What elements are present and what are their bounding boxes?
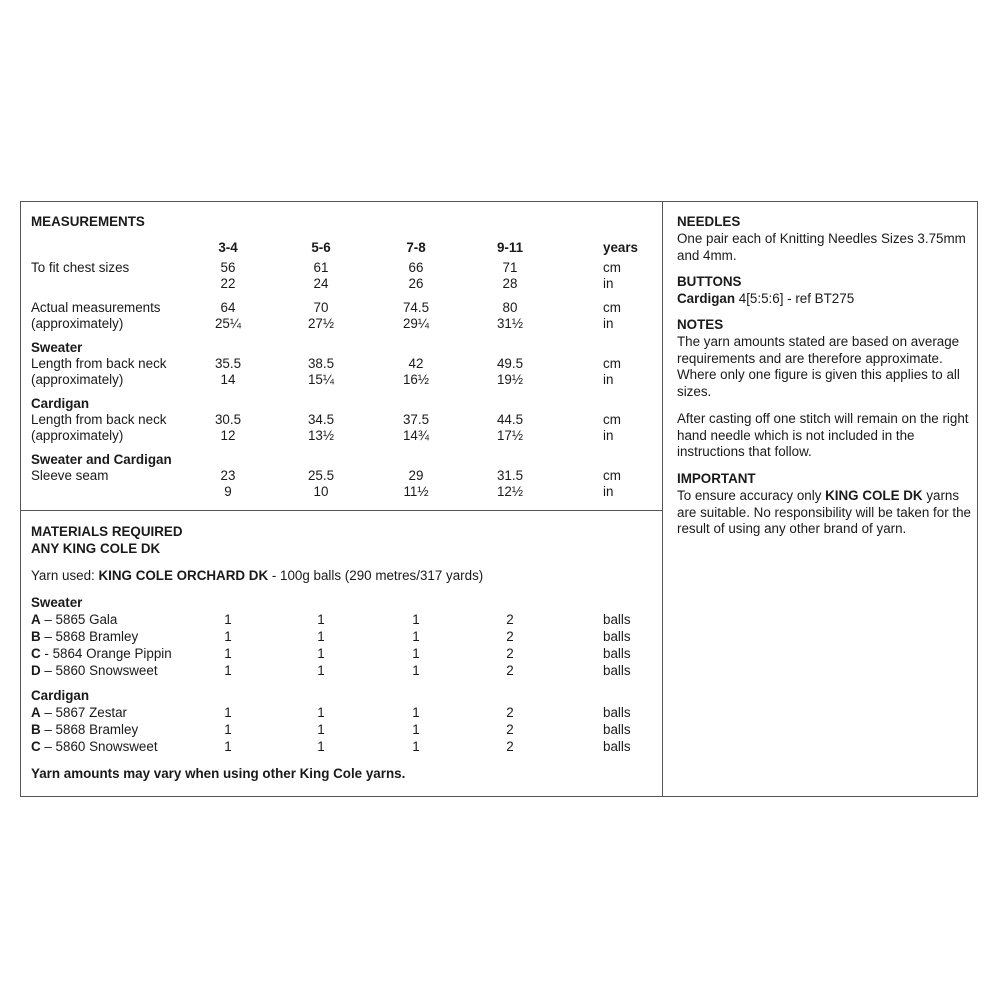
yarn-quantity: 1 <box>317 629 325 644</box>
chest-cm: 61 <box>313 260 329 275</box>
unit-cm: cm <box>603 300 621 315</box>
yarn-letter: C <box>31 739 41 754</box>
sleeve-in: 12½ <box>496 484 524 499</box>
column-divider <box>662 201 663 797</box>
sleeve-label: Sleeve seam <box>31 468 109 483</box>
yarn-shade-label <box>31 663 158 679</box>
yarn-quantity: 1 <box>224 663 232 678</box>
sweater-in: 15¼ <box>307 372 335 387</box>
unit-in: in <box>603 372 614 387</box>
size-header: 9-11 <box>496 240 524 255</box>
actual-label: Actual measurements <box>31 300 161 315</box>
yarn-shade: – 5868 Bramley <box>40 629 139 644</box>
size-header: 7-8 <box>406 240 426 255</box>
sweater-cm: 42 <box>408 356 424 371</box>
unit-in: in <box>603 484 614 499</box>
size-header: 5-6 <box>311 240 331 255</box>
unit-cm: cm <box>603 260 621 275</box>
important-text <box>677 488 975 538</box>
sweater-in: 14 <box>220 372 236 387</box>
cardigan-length-label: Length from back neck <box>31 412 167 427</box>
chest-in: 28 <box>502 276 518 291</box>
notes-heading: NOTES <box>677 317 724 332</box>
yarn-shade: – 5860 Snowsweet <box>40 739 158 754</box>
sleeve-cm: 29 <box>408 468 424 483</box>
chest-cm: 56 <box>220 260 236 275</box>
yarn-quantity: 1 <box>317 646 325 661</box>
yarn-used-prefix: Yarn used: <box>31 568 99 583</box>
actual-label-approx: (approximately) <box>31 316 124 331</box>
materials-cardigan-heading: Cardigan <box>31 688 90 703</box>
unit-cm: cm <box>603 356 621 371</box>
actual-cm: 64 <box>220 300 236 315</box>
yarn-letter: D <box>31 663 41 678</box>
buttons-detail: 4[5:5:6] - ref BT275 <box>735 291 855 306</box>
yarn-letter: C <box>31 646 41 661</box>
yarn-quantity: 1 <box>224 629 232 644</box>
important-brand: KING COLE DK <box>825 488 923 503</box>
sweater-in: 19½ <box>496 372 524 387</box>
actual-in: 31½ <box>496 316 524 331</box>
yarn-quantity: 1 <box>224 705 232 720</box>
sleeve-cm: 31.5 <box>496 468 524 483</box>
measurements-heading: MEASUREMENTS <box>31 214 145 229</box>
sweater-cm: 38.5 <box>307 356 335 371</box>
unit-in: in <box>603 276 614 291</box>
sleeve-cm: 23 <box>220 468 236 483</box>
sweater-length-label: Length from back neck <box>31 356 167 371</box>
yarn-letter: A <box>31 705 41 720</box>
actual-cm: 80 <box>502 300 518 315</box>
sleeve-in: 11½ <box>403 484 429 499</box>
yarn-shade: – 5865 Gala <box>40 612 118 627</box>
chest-in: 26 <box>408 276 424 291</box>
actual-in: 29¼ <box>402 316 430 331</box>
yarn-quantity: 2 <box>506 629 514 644</box>
materials-heading: MATERIALS REQUIRED <box>31 524 183 539</box>
unit-in: in <box>603 316 614 331</box>
yarn-quantity: 2 <box>506 663 514 678</box>
yarn-shade: – 5867 Zestar <box>40 705 128 720</box>
sleeve-cm: 25.5 <box>307 468 335 483</box>
section-divider <box>20 510 662 511</box>
yarn-unit: balls <box>603 739 631 754</box>
chest-label: To fit chest sizes <box>31 260 130 275</box>
sleeve-in: 9 <box>224 484 232 499</box>
yarn-quantity: 1 <box>224 612 232 627</box>
cardigan-cm: 37.5 <box>402 412 430 427</box>
notes-paragraph-1: The yarn amounts stated are based on average requirements and are therefore approximate. Where only one figure is given this applies to all sizes. <box>677 334 960 399</box>
yarn-shade-label <box>31 612 117 628</box>
yarn-quantity: 1 <box>317 739 325 754</box>
yarn-quantity: 1 <box>412 739 420 754</box>
cardigan-length-approx: (approximately) <box>31 428 124 443</box>
yarn-letter: B <box>31 629 41 644</box>
chest-in: 22 <box>220 276 236 291</box>
sizes-unit: years <box>603 240 639 255</box>
yarn-quantity: 1 <box>224 646 232 661</box>
yarn-letter: B <box>31 722 41 737</box>
actual-in: 27½ <box>307 316 335 331</box>
yarn-quantity: 2 <box>506 612 514 627</box>
sweater-cm: 49.5 <box>496 356 524 371</box>
yarn-quantity: 1 <box>412 705 420 720</box>
yarn-quantity: 1 <box>412 722 420 737</box>
actual-cm: 70 <box>313 300 329 315</box>
buttons-label: Cardigan <box>677 291 736 306</box>
yarn-quantity: 1 <box>412 612 420 627</box>
yarn-quantity: 1 <box>317 663 325 678</box>
yarn-unit: balls <box>603 663 631 678</box>
cardigan-cm: 34.5 <box>307 412 335 427</box>
yarn-unit: balls <box>603 722 631 737</box>
yarn-shade-label <box>31 629 138 645</box>
sleeve-heading: Sweater and Cardigan <box>31 452 172 467</box>
yarn-quantity: 1 <box>317 722 325 737</box>
yarn-unit: balls <box>603 629 631 644</box>
cardigan-cm: 44.5 <box>496 412 524 427</box>
cardigan-in: 14¾ <box>402 428 430 443</box>
needles-text: One pair each of Knitting Needles Sizes 3.75mm and 4mm. <box>677 231 966 263</box>
yarn-shade: - 5864 Orange Pippin <box>40 646 172 661</box>
yarn-unit: balls <box>603 705 631 720</box>
yarn-shade: – 5868 Bramley <box>40 722 139 737</box>
yarn-quantity: 1 <box>317 612 325 627</box>
yarn-quantity: 2 <box>506 646 514 661</box>
important-pre: To ensure accuracy only <box>677 488 826 503</box>
sleeve-in: 10 <box>313 484 329 499</box>
unit-cm: cm <box>603 468 621 483</box>
size-header: 3-4 <box>218 240 238 255</box>
important-post: yarns are suitable. No responsibility will be taken for the result of using any other brand of yarn. <box>677 488 971 536</box>
yarn-quantity: 1 <box>317 705 325 720</box>
actual-in: 25¼ <box>214 316 242 331</box>
needles-heading: NEEDLES <box>677 214 741 229</box>
yarn-name: KING COLE ORCHARD DK <box>98 568 269 583</box>
actual-cm: 74.5 <box>402 300 430 315</box>
sweater-length-approx: (approximately) <box>31 372 124 387</box>
yarn-quantity: 1 <box>412 646 420 661</box>
yarn-unit: balls <box>603 612 631 627</box>
yarn-quantity: 2 <box>506 739 514 754</box>
important-heading: IMPORTANT <box>677 471 756 486</box>
yarn-quantity: 2 <box>506 705 514 720</box>
yarn-unit: balls <box>603 646 631 661</box>
notes-paragraph-2: After casting off one stitch will remain on the right hand needle which is not included in the instructions that follow. <box>677 411 969 459</box>
yarn-shade-label <box>31 739 158 755</box>
yarn-shade: – 5860 Snowsweet <box>40 663 158 678</box>
cardigan-in: 13½ <box>307 428 335 443</box>
yarn-shade-label <box>31 705 127 721</box>
unit-cm: cm <box>603 412 621 427</box>
chest-cm: 66 <box>408 260 424 275</box>
yarn-used-suffix: - 100g balls (290 metres/317 yards) <box>268 568 484 583</box>
cardigan-heading: Cardigan <box>31 396 90 411</box>
yarn-note: Yarn amounts may vary when using other King Cole yarns. <box>31 766 406 781</box>
cardigan-cm: 30.5 <box>214 412 242 427</box>
buttons-text <box>677 291 975 308</box>
yarn-quantity: 1 <box>224 739 232 754</box>
yarn-used <box>31 568 483 584</box>
materials-sweater-heading: Sweater <box>31 595 83 610</box>
yarn-letter: A <box>31 612 41 627</box>
chest-in: 24 <box>313 276 329 291</box>
unit-in: in <box>603 428 614 443</box>
yarn-quantity: 1 <box>224 722 232 737</box>
sweater-cm: 35.5 <box>214 356 242 371</box>
yarn-quantity: 2 <box>506 722 514 737</box>
sweater-in: 16½ <box>402 372 430 387</box>
sweater-heading: Sweater <box>31 340 83 355</box>
cardigan-in: 12 <box>220 428 236 443</box>
yarn-quantity: 1 <box>412 663 420 678</box>
materials-subheading: ANY KING COLE DK <box>31 541 161 556</box>
chest-cm: 71 <box>502 260 518 275</box>
yarn-shade-label <box>31 722 138 738</box>
buttons-heading: BUTTONS <box>677 274 742 289</box>
yarn-quantity: 1 <box>412 629 420 644</box>
cardigan-in: 17½ <box>496 428 524 443</box>
yarn-shade-label <box>31 646 172 662</box>
